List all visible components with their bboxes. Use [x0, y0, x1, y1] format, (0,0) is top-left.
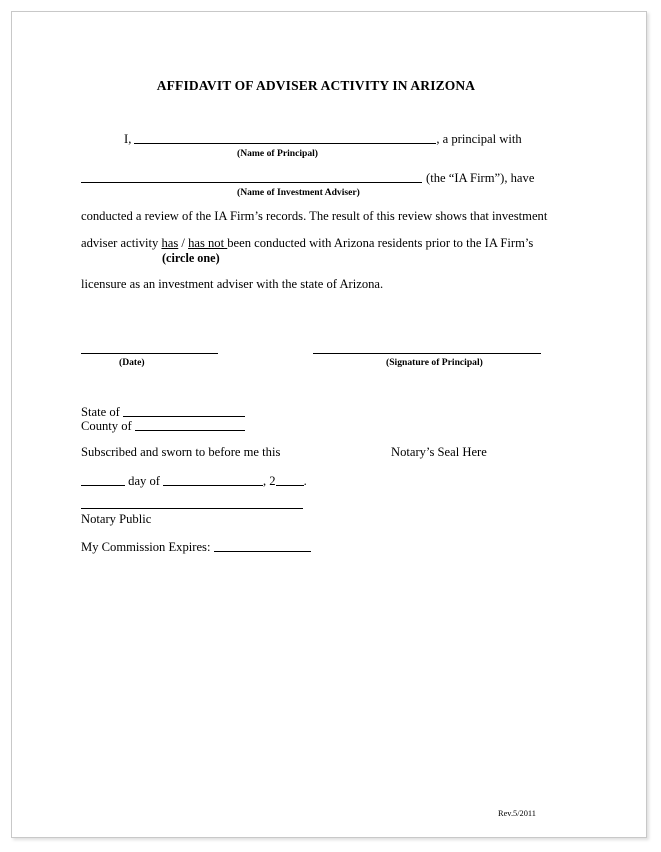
body-line-2 [81, 236, 551, 251]
notary-seal-placeholder: Notary’s Seal Here [391, 445, 487, 459]
option-separator-label: / [181, 236, 185, 250]
principal-name-blank[interactable] [134, 131, 436, 144]
day-line-period: . [303, 473, 307, 488]
principal-name-caption: (Name of Principal) [237, 148, 318, 159]
intro-lead-label: I, [124, 131, 132, 146]
intro-adviser-line [81, 170, 551, 186]
state-of-label: State of [81, 404, 120, 419]
day-blank[interactable] [81, 473, 125, 486]
page-title: AFFIDAVIT OF ADVISER ACTIVITY IN ARIZONA [156, 78, 476, 93]
body-line-3: licensure as an investment adviser with the state of Arizona. [81, 277, 384, 291]
option-has-not-label[interactable]: has not [188, 236, 225, 250]
commission-expires-blank[interactable] [214, 539, 311, 552]
body-line-1: conducted a review of the IA Firm’s records. The result of this review shows that investment [81, 209, 548, 223]
intro-after-adviser-label: (the “IA Firm”), have [426, 170, 535, 185]
adviser-name-caption: (Name of Investment Adviser) [237, 187, 360, 198]
year-blank[interactable] [276, 473, 304, 486]
county-blank[interactable] [135, 418, 245, 431]
body-line2-pre-label: adviser activity [81, 236, 159, 250]
state-blank[interactable] [123, 404, 245, 417]
date-signature-rule[interactable] [81, 353, 218, 354]
adviser-name-blank[interactable] [81, 170, 422, 183]
commission-expires-line [81, 539, 551, 555]
month-blank[interactable] [163, 473, 263, 486]
day-of-label: day of [128, 473, 160, 488]
principal-signature-rule[interactable] [313, 353, 541, 354]
county-of-line [81, 418, 551, 434]
document-content [81, 12, 551, 837]
notary-public-label: Notary Public [81, 512, 152, 526]
document-page [11, 11, 647, 838]
subscribed-sworn-label: Subscribed and sworn to before me this [81, 445, 281, 459]
revision-footer: Rev.5/2011 [498, 809, 536, 818]
option-has-label[interactable]: has [161, 236, 179, 250]
day-of-line [81, 473, 551, 489]
date-caption: (Date) [119, 357, 145, 368]
signature-caption: (Signature of Principal) [386, 357, 483, 368]
intro-principal-line [81, 131, 551, 147]
notary-public-signature-rule[interactable] [81, 508, 303, 509]
commission-expires-label: My Commission Expires: [81, 539, 211, 554]
intro-after-principal-label: , a principal with [436, 131, 522, 146]
year-prefix-label: , 2 [262, 473, 276, 488]
county-of-label: County of [81, 418, 132, 433]
body-line2-post-label: been conducted with Arizona residents prior to the IA Firm’s [227, 236, 534, 250]
circle-one-instruction: (circle one) [162, 251, 220, 265]
